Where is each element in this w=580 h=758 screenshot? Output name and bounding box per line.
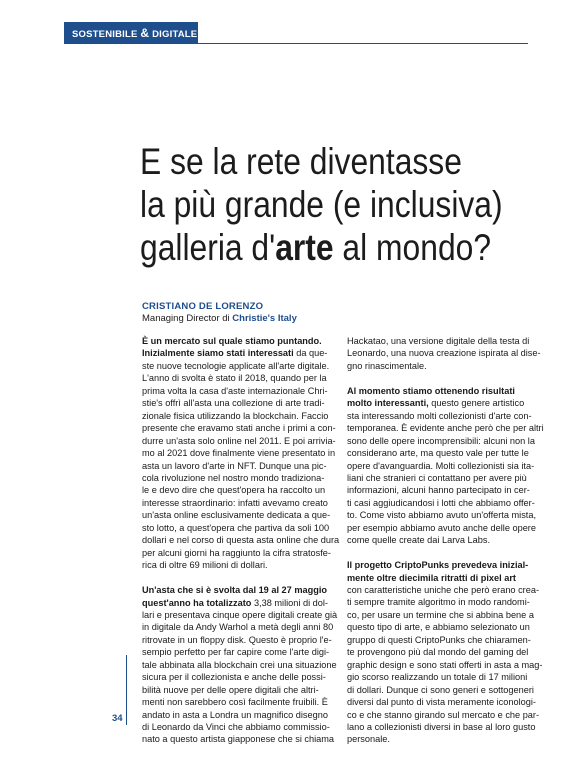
text-line: graphic design e sono stati offerti in asta a mag- [347, 659, 543, 670]
text-line: diversi dal punto di vista meramente iconologi- [347, 697, 536, 708]
author-name: CRISTIANO DE LORENZO [142, 301, 264, 312]
text-line: ste nuove tecnologie applicate all'arte digitale. [142, 360, 330, 371]
text-line: sta interessando molti collezionisti d'arte con- [347, 410, 532, 421]
text-line: ti sempre tramite algoritmo in modo randomi- [347, 597, 530, 608]
text-line [347, 397, 537, 409]
title-line-3-end: al mondo? [333, 227, 492, 268]
paragraph [347, 335, 541, 372]
text-line: mo al 2021 dove finalmente viene presentato in [142, 448, 336, 459]
text-line: co e che stanno girando sul mercato e che par- [347, 709, 540, 720]
lead-bold: Inizialmente siamo stati interessati [142, 348, 294, 359]
text-line [142, 584, 332, 596]
lead-bold: Il progetto CriptoPunks prevedeva inizial- [347, 560, 529, 571]
text-line: gno rinascimentale. [347, 360, 427, 371]
text-line: dollari e nel corso di questa asta online che dura [142, 535, 340, 546]
section-label-part1: SOSTENIBILE [72, 29, 138, 40]
paragraph [142, 335, 340, 572]
section-label-part2: DIGITALE [152, 29, 198, 40]
text-line: menti non sarebbero così facilmente fruibili. È [142, 697, 328, 708]
text-line: le e devo dire che quest'opera ha raccolto un [142, 485, 326, 496]
text-line: lari e presentava cinque opere digitali create già [142, 609, 338, 620]
text-line: questo tipo di arte, e abbiamo selezionato un [347, 622, 530, 633]
lead-bold: È un mercato sul quale stiamo puntando. [142, 336, 322, 346]
lead-bold: Al momento stiamo ottenendo risultati [347, 385, 515, 396]
paragraph [347, 385, 544, 547]
text-line: ti casi aggiudicandosi i lotti che abbiamo offer- [347, 497, 535, 508]
text-line: come quelle create dai Larva Labs. [347, 535, 491, 546]
lead-bold: mente oltre diecimila ritratti di pixel art [347, 572, 516, 583]
lead-bold: molto interessanti, [347, 398, 429, 409]
text-line: opere d'avanguardia. Molti collezionisti sia ita- [347, 460, 535, 471]
text-line: sicura per il collezionista e anche delle possi- [142, 672, 326, 683]
body-column-right [347, 335, 544, 758]
author-role-text: Managing Director di [142, 313, 233, 324]
article-title [140, 140, 503, 269]
title-line-1: E se la rete diventasse [140, 141, 462, 182]
text-line [347, 559, 537, 571]
text-line: presente che eravamo stati anche i primi a con- [142, 423, 336, 434]
page-number: 34 [112, 713, 123, 724]
text-line: per alcuni giorni ha raggiunto la cifra stratosfe- [142, 547, 331, 558]
text-line: liani che stranieri ci contattano per avere più [347, 472, 527, 483]
text-line: prima volta la casa d'aste internazionale Chri- [142, 385, 328, 396]
section-label [64, 22, 198, 44]
text-line [142, 347, 332, 359]
section-label-amp: & [140, 26, 150, 40]
title-line-2: la più grande (e inclusiva) [140, 184, 503, 225]
page-margin-rule [126, 655, 127, 725]
text-line: in digitale da Andy Warhol a metà degli anni 80 [142, 622, 334, 633]
text-line: gio scorso realizzando un totale di 17 milioni [347, 672, 528, 683]
text-line: sempio perfetto per far capire come l'arte digi- [142, 647, 330, 658]
text-line: zionale fisica utilizzando la blockchain. Faccio [142, 410, 329, 421]
text-line: di Leonardo da Vinci che abbiamo commissio- [142, 722, 330, 733]
header-rule [198, 43, 528, 44]
lead-bold: Un'asta che si è svolta dal 19 al 27 maggio [142, 585, 327, 596]
title-line-3 [140, 226, 493, 269]
text-line: to. Come visto abbiamo avuto un'offerta mista, [347, 510, 537, 521]
text-line: con caratteristiche uniche che però erano crea- [347, 585, 540, 596]
text-line: te provengono più dal mondo del gaming del [347, 647, 529, 658]
lead-bold: quest'anno ha totalizzato [142, 597, 252, 608]
text-line [142, 335, 332, 347]
text-line: gruppo di questi CriptoPunks che chiaramen- [347, 634, 531, 645]
text-line: bilità nuove per delle opere digitali che altri- [142, 684, 319, 695]
body-column-left [142, 335, 340, 758]
text-line: rica di oltre 69 milioni di dollari. [142, 560, 268, 571]
paragraph [347, 559, 543, 746]
text-line: asta un lavoro d'arte in NFT. Dunque una pic- [142, 460, 327, 471]
text-line: sono delle opere incomprensibili: alcuni non la [347, 435, 535, 446]
title-highlight-word: arte [275, 227, 334, 268]
text-line: L'anno di svolta è stato il 2018, quando per la [142, 373, 327, 384]
text-line: lano a collezionisti diversi in base al loro gusto [347, 722, 536, 733]
text-line: Leonardo, una nuova creazione ispirata al dise- [347, 348, 541, 359]
text-line: ritrovate in un floppy disk. Questo è proprio l'e- [142, 634, 332, 645]
text-line [142, 597, 332, 609]
text-line: tale abbinata alla blockchain crei una situazione [142, 659, 337, 670]
text-line: interesse straordinario: infatti avevamo creato [142, 497, 328, 508]
text-line: stie's offrì all'asta una collezione di arte tradi- [142, 398, 325, 409]
text-line: cola rivoluzione nel nostro mondo tradiziona- [142, 472, 325, 483]
text-line: temporanea. È evidente anche però che per altri [347, 423, 544, 434]
text-line: un'asta online esclusivamente dedicata a que- [142, 510, 331, 521]
text-line: durre un'asta solo online nel 2011. E poi arrivia- [142, 435, 336, 446]
author-company: Christie's Italy [232, 313, 297, 324]
author-role [142, 313, 297, 324]
title-line-3-start: galleria d' [140, 227, 276, 268]
text-line: di dollari. Dunque ci sono generi e sottogeneri [347, 684, 534, 695]
text-line: personale. [347, 734, 390, 745]
text-line: considerano arte, ma questo vale per tutte le [347, 448, 529, 459]
text-line: andato in asta a Londra un magnifico disegno [142, 709, 328, 720]
lead-tail: da que- [293, 348, 328, 359]
text-line [347, 572, 537, 584]
text-line: Hackatao, una versione digitale della testa di [347, 336, 530, 346]
lead-tail: questo genere artistico [428, 398, 525, 409]
paragraph [142, 584, 338, 746]
text-line: sto lotto, a quest'opera che partiva da soli 100 [142, 522, 330, 533]
text-line: co, per usare un termine che si abbina bene a [347, 609, 534, 620]
text-line: nato a questo artista giapponese che si chiama [142, 734, 335, 745]
text-line: per esempio abbiamo avuto anche delle opere [347, 522, 536, 533]
lead-tail: 3,38 milioni di dol- [251, 597, 328, 608]
text-line: informazioni, alcuni hanno partecipato in cer- [347, 485, 530, 496]
text-line [347, 385, 537, 397]
